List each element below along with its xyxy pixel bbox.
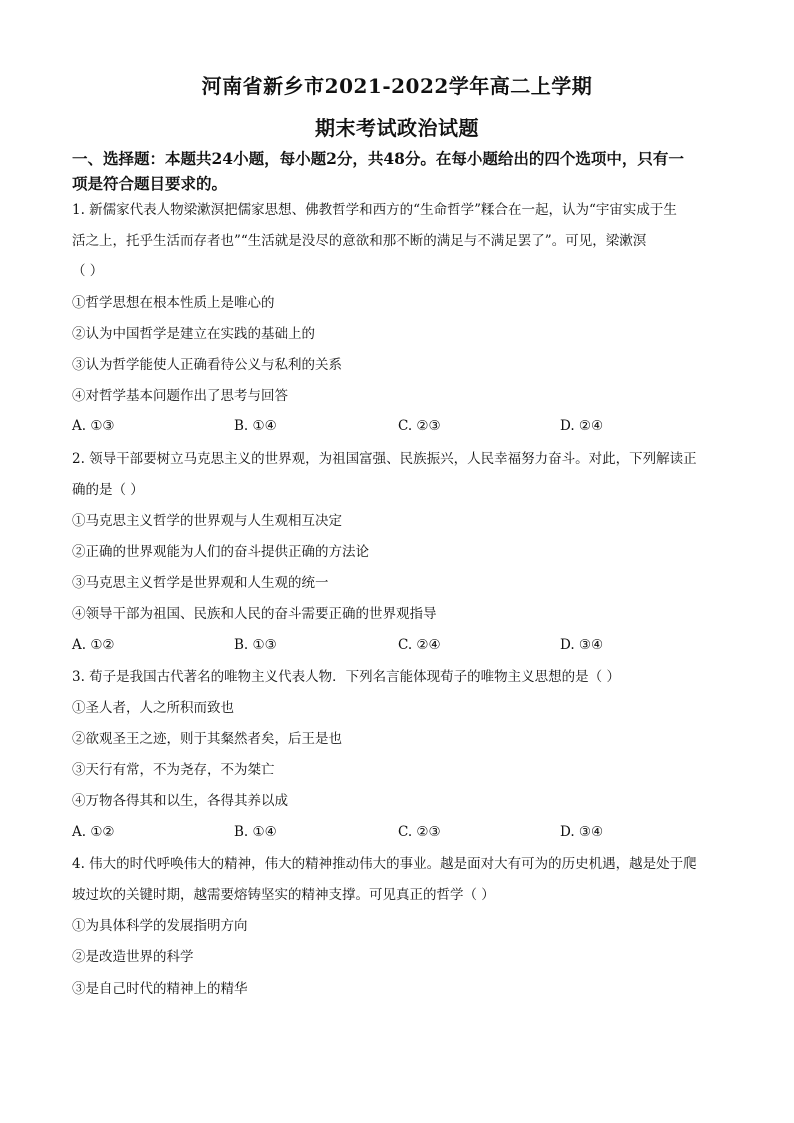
section-heading (72, 146, 724, 196)
q1-stem-line2: 活之上，托乎生活而存者也”“生活就是没尽的意欲和那不断的满足与不满足罢了”。可见，梁漱溟 (72, 233, 647, 249)
q1-statement-3: ③认为哲学能使人正确看待公义与私利的关系 (72, 357, 342, 373)
q3-statement-4: ④万物各得其和以生，各得其养以成 (72, 793, 288, 809)
q2-option-b[interactable]: B. ①③ (234, 637, 277, 653)
q1-option-c[interactable]: C. ②③ (398, 418, 441, 434)
q3-option-d[interactable]: D. ③④ (560, 824, 604, 840)
q2-statement-4: ④领导干部为祖国、民族和人民的奋斗需要正确的世界观指导 (72, 606, 437, 622)
section-heading-line1: 一、选择题：本题共24小题，每小题2分，共48分。在每小题给出的四个选项中，只有一 (72, 149, 684, 168)
q3-options (72, 824, 724, 842)
q3-option-b[interactable]: B. ①④ (234, 824, 277, 840)
q1-option-d[interactable]: D. ②④ (560, 418, 604, 434)
q2-stem-line1: 2. 领导干部要树立马克思主义的世界观，为祖国富强、民族振兴，人民幸福努力奋斗。对此，下列解读正 (72, 451, 697, 467)
q2-option-d[interactable]: D. ③④ (560, 637, 604, 653)
q1-option-a[interactable]: A. ①③ (72, 418, 115, 434)
q4-statement-2: ②是改造世界的科学 (72, 949, 194, 965)
q3-stem-line1: 3. 荀子是我国古代著名的唯物主义代表人物．下列名言能体现荀子的唯物主义思想的是（ ） (72, 669, 620, 685)
q1-statement-1: ①哲学思想在根本性质上是唯心的 (72, 295, 275, 311)
q1-stem-line1: 1. 新儒家代表人物梁漱溟把儒家思想、佛教哲学和西方的“生命哲学”糅合在一起，认为“宇宙实成于生 (72, 202, 677, 218)
q2-statement-2: ②正确的世界观能为人们的奋斗提供正确的方法论 (72, 544, 369, 560)
q2-stem-line2: 确的是（ ） (72, 482, 144, 498)
q3-statement-1: ①圣人者，人之所积而致也 (72, 700, 234, 716)
q3-statement-2: ②欲观圣王之迹，则于其粲然者矣，后王是也 (72, 731, 342, 747)
q4-statement-3: ③是自己时代的精神上的精华 (72, 981, 248, 997)
q2-statement-3: ③马克思主义哲学是世界观和人生观的统一 (72, 575, 329, 591)
q2-options (72, 637, 724, 655)
q2-option-c[interactable]: C. ②④ (398, 637, 441, 653)
q1-option-b[interactable]: B. ①④ (234, 418, 277, 434)
q4-stem-line2: 坡过坎的关键时期，越需要熔铸坚实的精神支撑。可见真正的哲学（ ） (72, 887, 495, 903)
q1-statement-2: ②认为中国哲学是建立在实践的基础上的 (72, 326, 315, 342)
q1-options (72, 418, 724, 436)
section-heading-line2: 项是符合题目要求的。 (72, 174, 228, 193)
exam-title-line2: 期末考试政治试题 (315, 116, 479, 140)
q4-statement-1: ①为具体科学的发展指明方向 (72, 918, 248, 934)
q3-statement-3: ③天行有常，不为尧存，不为桀亡 (72, 762, 275, 778)
q2-option-a[interactable]: A. ①② (72, 637, 115, 653)
exam-title-line1: 河南省新乡市2021-2022学年高二上学期 (201, 74, 593, 98)
q2-statement-1: ①马克思主义哲学的世界观与人生观相互决定 (72, 513, 342, 529)
q3-option-c[interactable]: C. ②③ (398, 824, 441, 840)
q4-stem-line1: 4. 伟大的时代呼唤伟大的精神，伟大的精神推动伟大的事业。越是面对大有可为的历史机遇，越是处于爬 (72, 856, 697, 872)
q1-stem-line3: （ ） (72, 263, 104, 279)
q1-statement-4: ④对哲学基本问题作出了思考与回答 (72, 388, 288, 404)
q3-option-a[interactable]: A. ①② (72, 824, 115, 840)
